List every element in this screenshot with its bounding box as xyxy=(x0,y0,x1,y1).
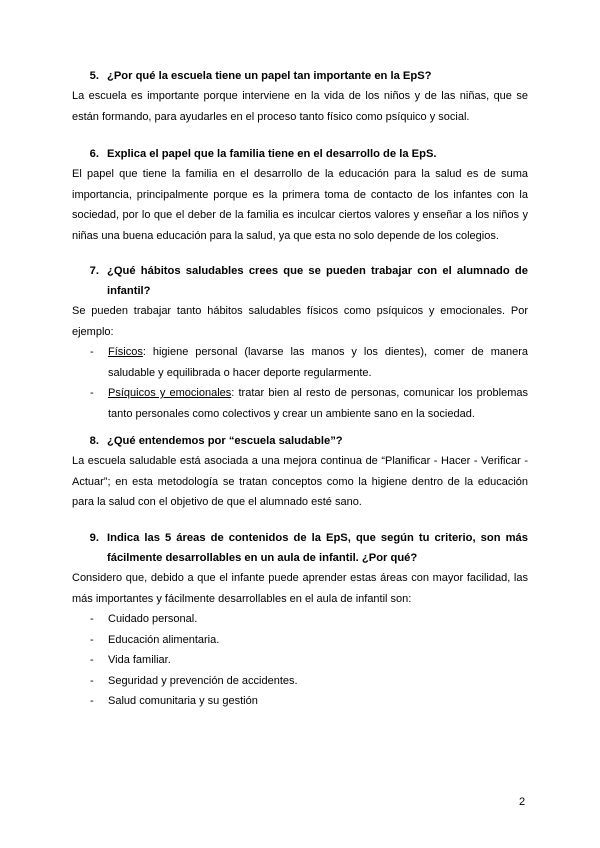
list-dash: - xyxy=(90,674,94,687)
list-item-text: : tratar bien al resto de personas, comunicar los problemas tanto personales como colectivos y crear un ambiente sano en la sociedad. xyxy=(108,387,528,420)
list-dash: - xyxy=(90,633,94,646)
question-heading xyxy=(72,528,528,568)
list-dash: - xyxy=(90,695,94,707)
answer-paragraph: Considero que, debido a que el infante puede aprender estas áreas con mayor facilidad, las más importantes y fácilmente desarrollables en el aula de infantil son: xyxy=(72,572,528,605)
section-q5 xyxy=(72,66,528,127)
section-q6 xyxy=(72,144,528,246)
answer-paragraph: La escuela saludable está asociada a una mejora continua de “Planificar - Hacer - Verificar - Actuar”; en esta metodología se tratan conceptos como la higiene dentro de la educación para la salud con el objetivo de que el alumnado esté sano. xyxy=(72,455,528,508)
list-item-text: Vida familiar. xyxy=(108,654,171,666)
section-q8 xyxy=(72,431,528,513)
list-dash: - xyxy=(90,346,94,358)
answer-paragraph: Se pueden trabajar tanto hábitos saludables físicos como psíquicos y emocionales. Por ejemplo: xyxy=(72,305,528,338)
list-item xyxy=(72,609,528,630)
list-item xyxy=(72,630,528,651)
question-text: Indica las 5 áreas de contenidos de la EpS, que según tu criterio, son más fácilmente desarrollables en un aula de infantil. ¿Por qué? xyxy=(107,532,528,564)
section-q7 xyxy=(72,261,528,424)
section-q9 xyxy=(72,528,528,712)
list-item-text: Seguridad y prevención de accidentes. xyxy=(108,674,298,687)
list-item-label: Psíquicos y emocionales xyxy=(108,387,232,399)
question-heading xyxy=(72,66,528,86)
list-item-text: Educación alimentaria. xyxy=(108,633,220,646)
question-text: Explica el papel que la familia tiene en el desarrollo de la EpS. xyxy=(107,148,437,160)
page-number: 2 xyxy=(519,796,526,808)
answer-paragraph: La escuela es importante porque interviene en la vida de los niños y de las niñas, que se están formando, para ayudarles en el proceso tanto físico como psíquico y social. xyxy=(72,90,528,123)
question-number: 6. xyxy=(89,148,99,160)
list-item xyxy=(72,671,528,692)
question-heading xyxy=(72,144,528,164)
question-number: 9. xyxy=(89,532,99,544)
list-item-text: Cuidado personal. xyxy=(108,613,198,625)
list-item xyxy=(72,383,528,424)
list-dash: - xyxy=(90,613,94,625)
question-number: 5. xyxy=(89,70,99,82)
habits-list xyxy=(72,342,528,424)
list-item xyxy=(72,691,528,712)
list-dash: - xyxy=(90,654,94,666)
question-text: ¿Por qué la escuela tiene un papel tan importante en la EpS? xyxy=(107,70,432,82)
question-heading xyxy=(72,261,528,301)
list-item-text: Salud comunitaria y su gestión xyxy=(108,695,258,707)
answer-paragraph: El papel que tiene la familia en el desarrollo de la educación para la salud es de suma importancia, principalmente porque es la primera toma de contacto de los infantes con la sociedad, por lo que el deber de la familia es inculcar ciertos valores y enseñar a los niños y niñas una buena educación para la salud, ya que esta no solo depende de los colegios. xyxy=(72,168,528,242)
question-text: ¿Qué entendemos por “escuela saludable”? xyxy=(107,435,343,447)
list-dash: - xyxy=(90,387,94,399)
list-item-text: : higiene personal (lavarse las manos y los dientes), comer de manera saludable y equilibrada o hacer deporte regularmente. xyxy=(108,346,528,379)
list-item xyxy=(72,342,528,383)
question-heading xyxy=(72,431,528,451)
list-item xyxy=(72,650,528,671)
question-number: 7. xyxy=(89,265,99,277)
question-text: ¿Qué hábitos saludables crees que se pueden trabajar con el alumnado de infantil? xyxy=(107,265,528,297)
question-number: 8. xyxy=(89,435,99,447)
list-item-label: Físicos xyxy=(108,346,143,358)
areas-list xyxy=(72,609,528,712)
